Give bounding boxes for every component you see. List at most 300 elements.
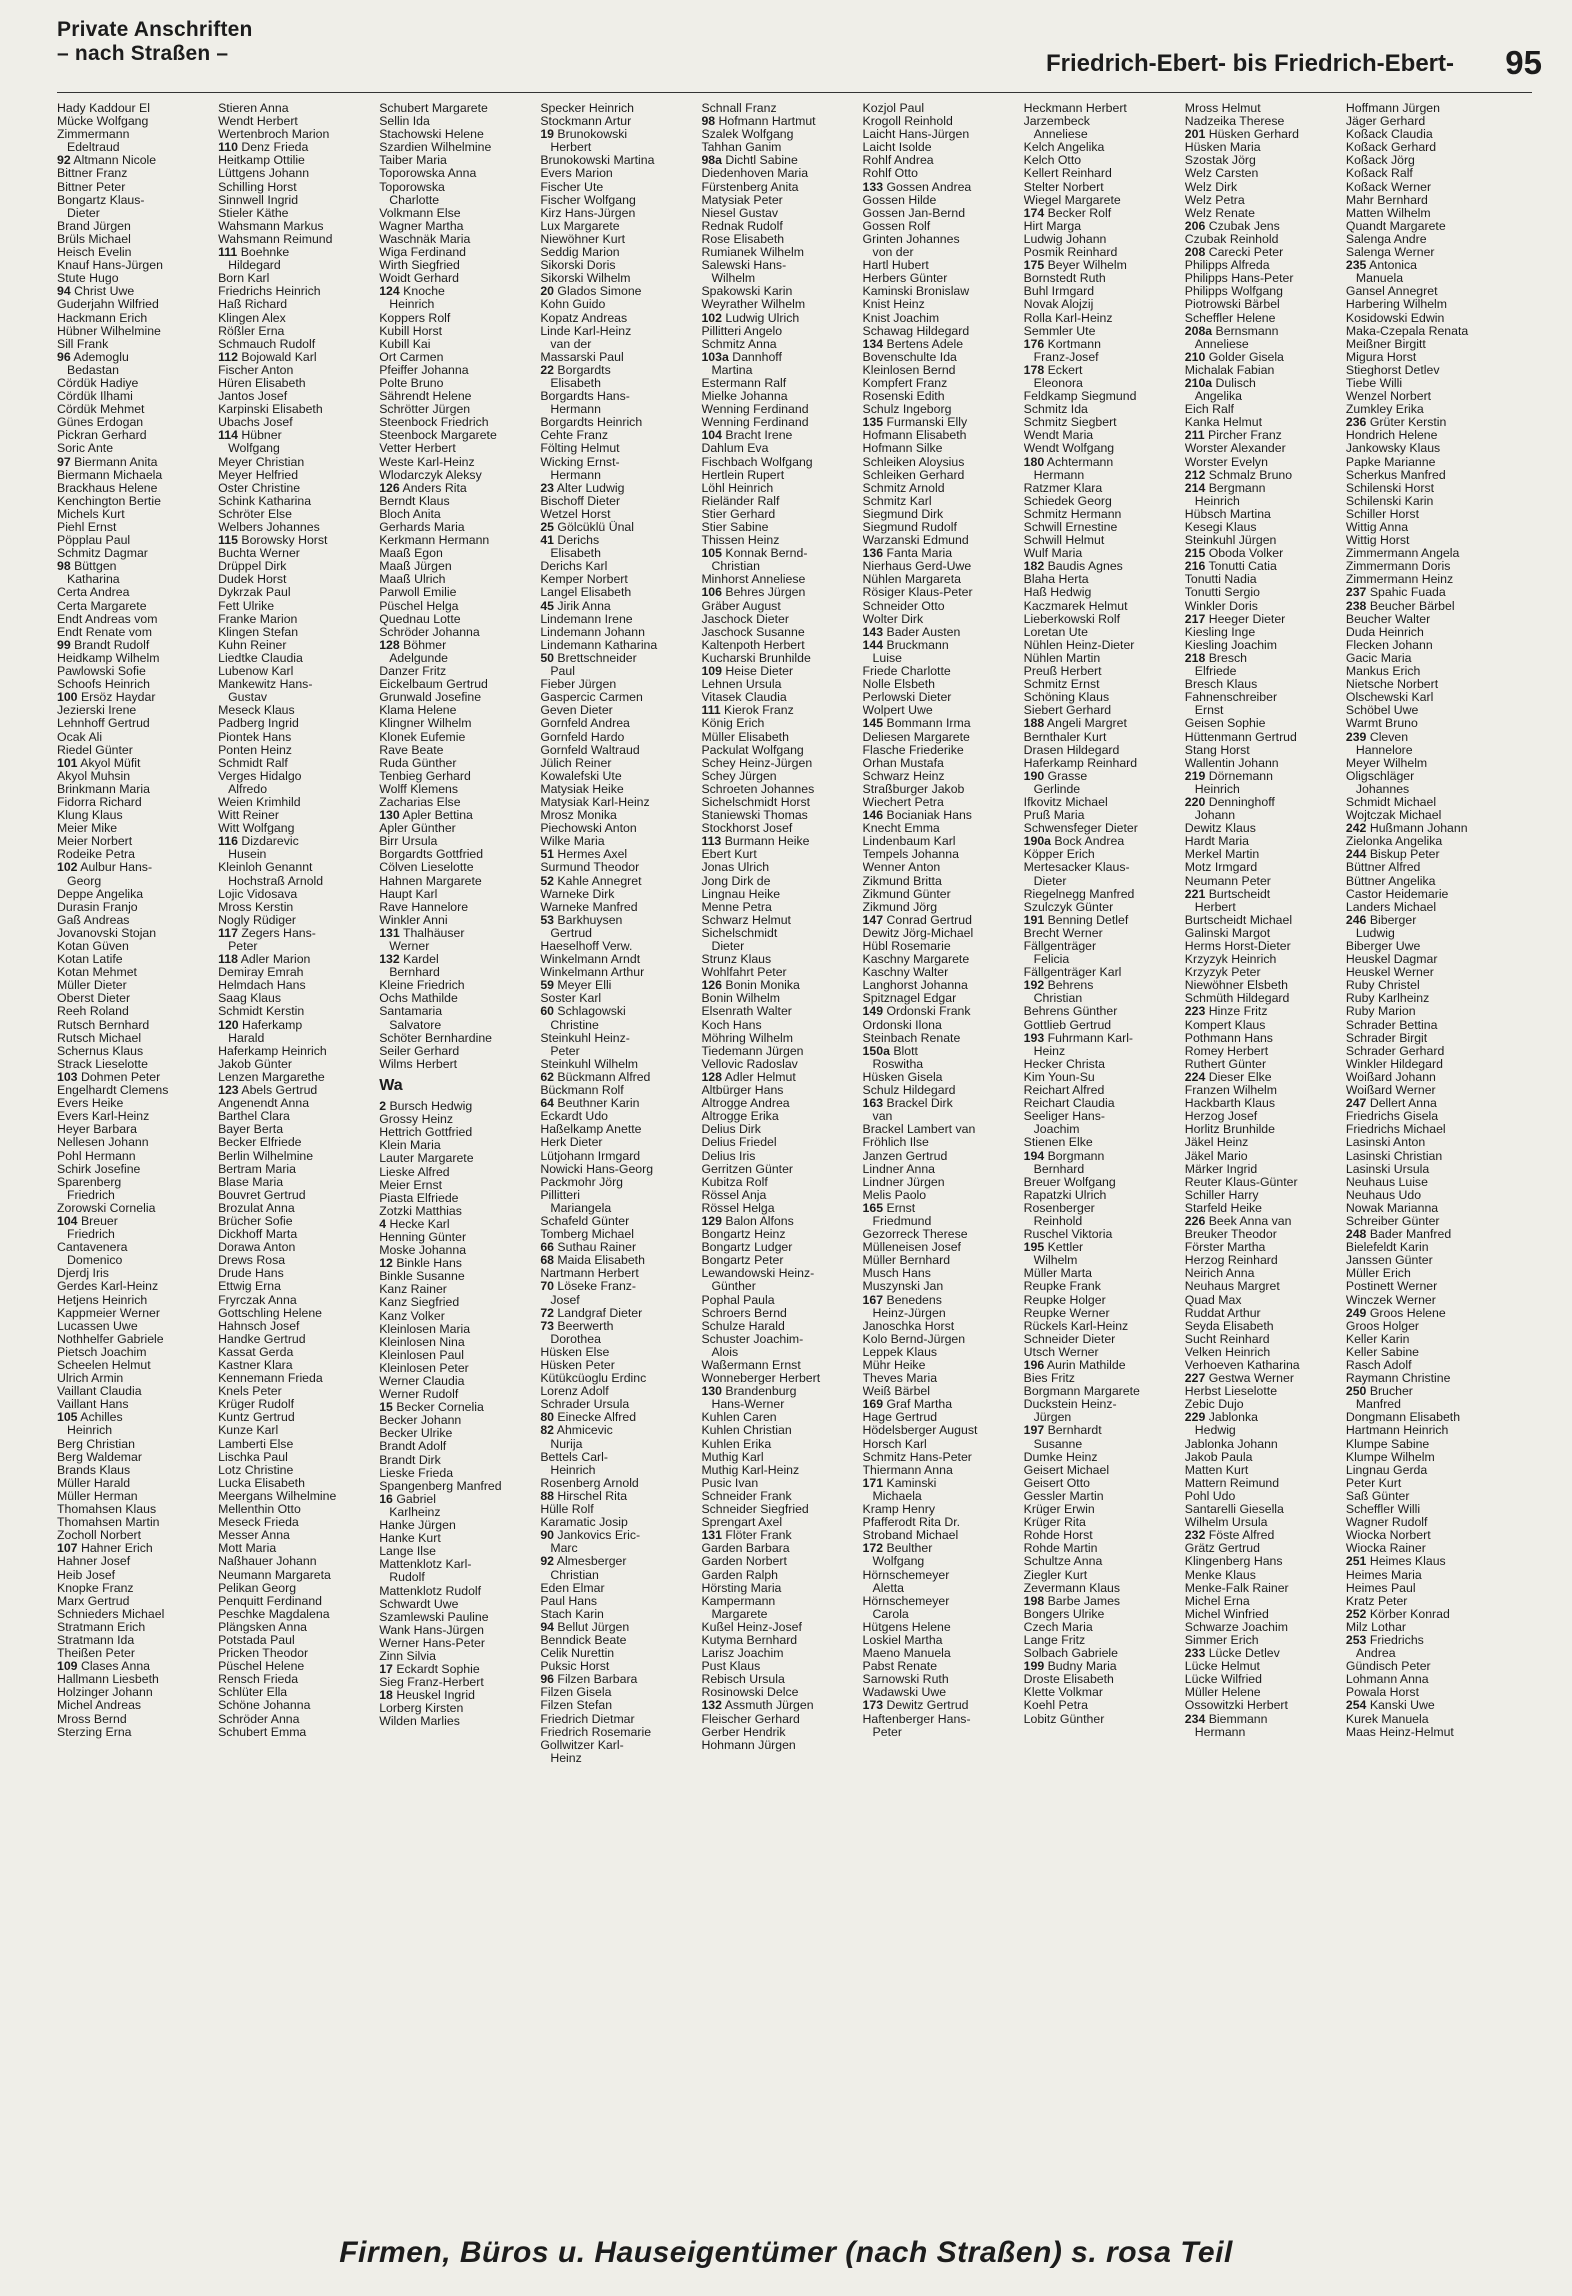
column-5 bbox=[701, 102, 852, 2207]
resident-entry: 173 Dewitz Gertrud bbox=[862, 1698, 969, 1713]
house-number: 143 bbox=[862, 624, 884, 639]
resident-entry: Derichs Karl bbox=[540, 559, 608, 574]
resident-entry: Filzen Stefan bbox=[540, 1698, 613, 1713]
entry-continuation: von der bbox=[872, 245, 914, 260]
resident-entry: 106 Behres Jürgen bbox=[701, 585, 806, 600]
resident-entry: Kuhn Reiner bbox=[218, 637, 287, 652]
resident-entry: Zimmermann Doris bbox=[1345, 559, 1451, 574]
house-number: 68 bbox=[540, 1253, 555, 1268]
resident-entry: Diedenhoven Maria bbox=[701, 166, 809, 181]
resident-entry: Mrosz Monika bbox=[540, 808, 617, 823]
resident-entry: Klingen Alex bbox=[218, 310, 286, 325]
entry-continuation: Hermann bbox=[1033, 467, 1085, 482]
entry-continuation: Husein bbox=[228, 847, 267, 862]
resident-entry: Müller Elisabeth bbox=[701, 729, 789, 744]
resident-entry: Semmler Ute bbox=[1023, 323, 1096, 338]
resident-entry: Klingner Wilhelm bbox=[379, 716, 472, 731]
resident-entry: Wenzel Norbert bbox=[1345, 389, 1432, 404]
resident-entry: Wulf Maria bbox=[1023, 546, 1083, 561]
resident-entry: Bischoff Dieter bbox=[540, 493, 621, 508]
resident-entry: Niewöhner Elsbeth bbox=[1184, 978, 1288, 993]
house-number: 216 bbox=[1184, 559, 1206, 574]
resident-entry: Michel Erna bbox=[1184, 1593, 1250, 1608]
resident-entry: Schiller Harry bbox=[1184, 1187, 1259, 1202]
house-number: 214 bbox=[1184, 480, 1206, 495]
house-number: 22 bbox=[540, 362, 555, 377]
house-number: 100 bbox=[57, 690, 78, 705]
resident-entry: 131 Thalhäuser bbox=[379, 925, 465, 940]
resident-entry: Fieber Jürgen bbox=[540, 677, 617, 692]
resident-entry: Deliesen Margarete bbox=[862, 729, 970, 744]
house-number: 224 bbox=[1184, 1069, 1206, 1084]
resident-entry: Czech Maria bbox=[1023, 1619, 1093, 1634]
resident-entry: 219 Dörnemann bbox=[1184, 768, 1273, 783]
entry-continuation: Bernhard bbox=[1033, 1161, 1085, 1176]
resident-entry: Salenga Andre bbox=[1345, 231, 1427, 246]
resident-entry: Piechowski Anton bbox=[540, 821, 637, 836]
house-number: 212 bbox=[1184, 467, 1206, 482]
resident-entry: Vaillant Hans bbox=[57, 1397, 129, 1412]
resident-entry: Klama Helene bbox=[379, 703, 457, 718]
resident-entry: Moske Johanna bbox=[379, 1243, 467, 1258]
resident-entry: Celik Nurettin bbox=[540, 1646, 615, 1661]
resident-entry: Laicht Isolde bbox=[862, 140, 932, 155]
resident-entry: Gaß Andreas bbox=[57, 912, 130, 927]
resident-entry: Jonas Ulrich bbox=[701, 860, 770, 875]
resident-entry: Lojic Vidosava bbox=[218, 886, 298, 901]
resident-entry: 73 Beerwerth bbox=[540, 1318, 614, 1333]
resident-entry: Brunokowski Martina bbox=[540, 153, 655, 168]
entry-continuation: Carola bbox=[872, 1606, 909, 1621]
resident-entry: Dewitz Klaus bbox=[1184, 821, 1256, 836]
resident-entry: Stroband Michael bbox=[862, 1528, 959, 1543]
house-number: 246 bbox=[1345, 912, 1367, 927]
resident-entry: Eckardt Udo bbox=[540, 1109, 608, 1124]
resident-entry: Wolpert Uwe bbox=[862, 703, 933, 718]
house-number: 23 bbox=[540, 480, 555, 495]
resident-entry: 199 Budny Maria bbox=[1023, 1659, 1117, 1674]
entry-continuation: Ludwig bbox=[1355, 925, 1395, 940]
resident-entry: 210 Golder Gisela bbox=[1184, 349, 1284, 364]
house-number: 19 bbox=[540, 127, 555, 142]
resident-entry: Rieländer Ralf bbox=[701, 493, 780, 508]
resident-entry: Schmitz Dagmar bbox=[57, 546, 148, 561]
entry-continuation: Michaela bbox=[872, 1488, 922, 1503]
resident-entry: Schöbel Uwe bbox=[1345, 703, 1419, 718]
house-number: 111 bbox=[218, 245, 238, 260]
entry-continuation: Johannes bbox=[1355, 781, 1410, 796]
resident-entry: 2 Bursch Hedwig bbox=[379, 1099, 473, 1114]
resident-entry: Pietsch Joachim bbox=[57, 1344, 147, 1359]
resident-entry: Tonutti Sergio bbox=[1184, 585, 1260, 600]
resident-entry: Neirich Anna bbox=[1184, 1266, 1255, 1281]
resident-entry: Lingnau Heike bbox=[701, 886, 781, 901]
resident-entry: Rosinowski Delce bbox=[701, 1685, 799, 1700]
resident-entry: Steinbach Renate bbox=[862, 1030, 961, 1045]
resident-entry: Wiegel Margarete bbox=[1023, 192, 1121, 207]
resident-entry: 198 Barbe James bbox=[1023, 1593, 1121, 1608]
entry-continuation: Johann bbox=[1194, 808, 1236, 823]
resident-entry: Warmt Bruno bbox=[1345, 716, 1418, 731]
resident-entry: Fölting Helmut bbox=[540, 441, 620, 456]
entry-continuation: Dorothea bbox=[550, 1331, 601, 1346]
resident-entry: Franzen Wilhelm bbox=[1184, 1083, 1278, 1098]
entry-continuation: Bernhard bbox=[389, 965, 440, 980]
house-number: 197 bbox=[1023, 1423, 1045, 1438]
resident-entry: 102 Ludwig Ulrich bbox=[701, 310, 800, 325]
resident-entry: 98a Dichtl Sabine bbox=[701, 153, 798, 168]
resident-entry: Meseck Frieda bbox=[218, 1515, 299, 1530]
resident-entry: 201 Hüsken Gerhard bbox=[1184, 127, 1299, 142]
resident-entry: Theißen Peter bbox=[57, 1646, 135, 1661]
resident-entry: 52 Kahle Annegret bbox=[540, 873, 642, 888]
resident-entry: Endt Renate vom bbox=[57, 624, 153, 639]
resident-entry: Janzen Gertrud bbox=[862, 1148, 948, 1163]
resident-entry: Lobitz Günther bbox=[1023, 1711, 1105, 1726]
resident-entry: Kelch Otto bbox=[1023, 153, 1082, 168]
resident-entry: Tonutti Nadia bbox=[1184, 572, 1257, 587]
resident-entry: Schlüter Ella bbox=[218, 1685, 288, 1700]
resident-entry: Haeselhoff Verw. bbox=[540, 939, 633, 953]
house-number: 198 bbox=[1023, 1593, 1045, 1608]
resident-entry: 90 Jankovics Eric- bbox=[540, 1528, 641, 1543]
resident-entry: 211 Pircher Franz bbox=[1184, 428, 1282, 443]
resident-entry: Tiedemann Jürgen bbox=[701, 1043, 804, 1058]
resident-entry: Bongartz Ludger bbox=[701, 1240, 793, 1255]
resident-entry: Schwill Helmut bbox=[1023, 533, 1105, 548]
resident-entry: 192 Behrens bbox=[1023, 978, 1094, 993]
resident-entry: Hackmann Erich bbox=[57, 310, 148, 325]
resident-entry: Feldkamp Siegmund bbox=[1023, 389, 1137, 404]
entry-continuation: Gerlinde bbox=[1033, 781, 1081, 796]
resident-entry: Schmidt Kerstin bbox=[218, 1004, 305, 1019]
resident-entry: 19 Brunokowski bbox=[540, 127, 628, 142]
house-number: 98 bbox=[57, 559, 71, 574]
resident-entry: Geisert Otto bbox=[1023, 1475, 1090, 1490]
resident-entry: 163 Brackel Dirk bbox=[862, 1096, 953, 1111]
resident-entry: Sprengart Axel bbox=[701, 1515, 783, 1530]
resident-entry: Hofmann Silke bbox=[862, 441, 943, 456]
house-number: 107 bbox=[57, 1541, 78, 1556]
entry-continuation: Andrea bbox=[1355, 1646, 1396, 1661]
entry-continuation: Herbert bbox=[1194, 899, 1236, 914]
resident-entry: Neuhaus Luise bbox=[1345, 1174, 1428, 1189]
resident-entry: Geisen Sophie bbox=[1184, 716, 1266, 731]
resident-entry: Eden Elmar bbox=[540, 1580, 605, 1595]
resident-entry: Hallmann Liesbeth bbox=[57, 1672, 159, 1687]
resident-entry: Sieg Franz-Herbert bbox=[379, 1675, 484, 1690]
house-number: 59 bbox=[540, 978, 555, 993]
resident-entry: 94 Bellut Jürgen bbox=[540, 1619, 630, 1634]
resident-entry: 59 Meyer Elli bbox=[540, 978, 612, 993]
resident-entry: Friede Charlotte bbox=[862, 664, 951, 679]
house-number: 105 bbox=[57, 1410, 78, 1425]
resident-entry: Schuster Joachim- bbox=[701, 1331, 804, 1346]
house-number: 196 bbox=[1023, 1358, 1045, 1372]
resident-entry: 252 Körber Konrad bbox=[1345, 1606, 1450, 1621]
house-number: 80 bbox=[540, 1410, 555, 1425]
resident-entry: 132 Kardel bbox=[379, 952, 439, 967]
resident-entry: Stelter Norbert bbox=[1023, 179, 1104, 194]
resident-entry: Pelikan Georg bbox=[218, 1580, 297, 1595]
resident-entry: Nolle Elsbeth bbox=[862, 677, 936, 692]
resident-entry: Beucher Walter bbox=[1345, 611, 1431, 626]
house-number: 215 bbox=[1184, 546, 1206, 561]
resident-entry: Fischer Ute bbox=[540, 179, 604, 194]
resident-entry: 218 Bresch bbox=[1184, 650, 1247, 665]
resident-entry: Rückels Karl-Heinz bbox=[1023, 1318, 1129, 1333]
resident-entry: Friedrich Rosemarie bbox=[540, 1724, 652, 1739]
resident-entry: Friedrichs Heinrich bbox=[218, 284, 321, 299]
resident-entry: Drude Hans bbox=[218, 1266, 284, 1281]
resident-entry: 238 Beucher Bärbel bbox=[1345, 598, 1455, 613]
resident-entry: Lewandowski Heinz- bbox=[701, 1266, 815, 1281]
resident-entry: 98 Büttgen bbox=[57, 559, 117, 574]
resident-entry: Warneke Manfred bbox=[540, 899, 638, 914]
resident-entry: 51 Hermes Axel bbox=[540, 847, 628, 862]
resident-entry: Lindemann Irene bbox=[540, 611, 633, 626]
resident-entry: Mahr Bernhard bbox=[1345, 192, 1428, 207]
resident-entry: Kirz Hans-Jürgen bbox=[540, 205, 636, 220]
resident-entry: Thissen Heinz bbox=[701, 533, 780, 548]
resident-entry: Welz Renate bbox=[1184, 205, 1255, 220]
resident-entry: Rumianek Wilhelm bbox=[701, 245, 804, 260]
resident-entry: Rosenski Edith bbox=[862, 389, 945, 404]
resident-entry: Herzog Josef bbox=[1184, 1109, 1258, 1124]
resident-entry: 22 Borgardts bbox=[540, 362, 611, 377]
resident-entry: 126 Anders Rita bbox=[379, 480, 467, 495]
entry-continuation: Marc bbox=[550, 1541, 578, 1556]
resident-entry: Buhl Irmgard bbox=[1023, 284, 1095, 299]
resident-entry: Blase Maria bbox=[218, 1174, 284, 1189]
resident-entry: Groos Holger bbox=[1345, 1318, 1420, 1333]
resident-entry: 70 Löseke Franz- bbox=[540, 1279, 637, 1294]
resident-entry: Parwoll Emilie bbox=[379, 585, 457, 600]
resident-entry: Rolla Karl-Heinz bbox=[1023, 310, 1113, 325]
resident-entry: Wilden Marlies bbox=[379, 1714, 460, 1729]
resident-entry: Wilhelm Ursula bbox=[1184, 1515, 1268, 1530]
resident-entry: 239 Cleven bbox=[1345, 729, 1409, 744]
resident-entry: Wahsmann Reimund bbox=[218, 231, 333, 246]
resident-entry: Stratmann Ida bbox=[57, 1632, 135, 1647]
column-7 bbox=[1024, 102, 1175, 2207]
resident-entry: Bongers Ulrike bbox=[1023, 1606, 1105, 1621]
resident-entry: Rutsch Michael bbox=[57, 1030, 142, 1045]
resident-entry: Winkler Doris bbox=[1184, 598, 1258, 613]
resident-entry: Schöne Johanna bbox=[218, 1698, 311, 1713]
resident-entry: Stute Hugo bbox=[57, 271, 119, 286]
resident-entry: Kleinlosen Maria bbox=[379, 1321, 471, 1336]
resident-entry: Cantavenera bbox=[57, 1240, 128, 1255]
resident-entry: Friedrichs Michael bbox=[1345, 1122, 1446, 1137]
resident-entry: Verges Hidalgo bbox=[218, 768, 302, 783]
resident-entry: Knecht Emma bbox=[862, 821, 940, 836]
resident-entry: Rasch Adolf bbox=[1345, 1358, 1412, 1372]
resident-entry: Jankowsky Klaus bbox=[1345, 441, 1441, 456]
resident-entry: Gornfeld Hardo bbox=[540, 729, 625, 744]
resident-entry: Haftenberger Hans- bbox=[862, 1711, 971, 1726]
house-number: 174 bbox=[1023, 205, 1045, 220]
resident-entry: Bonin Wilhelm bbox=[701, 991, 781, 1006]
resident-entry: Kemper Norbert bbox=[540, 572, 628, 587]
resident-entry: Pillitteri Angelo bbox=[701, 323, 783, 338]
resident-entry: Taiber Maria bbox=[379, 153, 447, 168]
resident-entry: 111 Boehnke bbox=[218, 245, 290, 260]
resident-entry: Flecken Johann bbox=[1345, 637, 1433, 652]
resident-entry: Klein Maria bbox=[379, 1138, 441, 1153]
resident-entry: 92 Altmann Nicole bbox=[57, 153, 157, 168]
resident-entry: Schrader Ursula bbox=[540, 1397, 630, 1412]
resident-entry: Minhorst Anneliese bbox=[701, 572, 806, 587]
resident-entry: Grossy Heinz bbox=[379, 1112, 454, 1127]
resident-entry: Hübsch Martina bbox=[1184, 506, 1271, 521]
resident-entry: Surmund Theodor bbox=[540, 860, 640, 875]
entry-continuation: Anneliese bbox=[1033, 127, 1088, 142]
resident-entry: Kanz Rainer bbox=[379, 1282, 447, 1297]
resident-entry: Kanka Helmut bbox=[1184, 415, 1262, 430]
resident-entry: Lütjohann Irmgard bbox=[540, 1148, 641, 1163]
resident-entry: Schmüth Hildegard bbox=[1184, 991, 1290, 1006]
resident-entry: Theves Maria bbox=[862, 1371, 938, 1386]
resident-entry: Schubert Emma bbox=[218, 1724, 307, 1739]
entry-continuation: Rudolf bbox=[389, 1570, 425, 1585]
resident-entry: Maaß Jürgen bbox=[379, 559, 452, 574]
resident-entry: Brücher Sofie bbox=[218, 1213, 293, 1228]
resident-entry: Ruby Marion bbox=[1345, 1004, 1416, 1019]
resident-entry: 128 Adler Helmut bbox=[701, 1069, 796, 1084]
resident-entry: Hoffmann Jürgen bbox=[1345, 102, 1440, 115]
resident-entry: Handke Gertrud bbox=[218, 1331, 306, 1346]
resident-entry: Stockmann Artur bbox=[540, 114, 632, 129]
resident-entry: Müller Dieter bbox=[57, 978, 127, 993]
entry-continuation: Harald bbox=[228, 1030, 265, 1045]
resident-entry: Zielonka Angelika bbox=[1345, 834, 1443, 849]
resident-entry: Schreiber Günter bbox=[1345, 1213, 1440, 1228]
resident-entry: Pruß Maria bbox=[1023, 808, 1085, 823]
resident-entry: Zotzki Matthias bbox=[379, 1203, 462, 1218]
resident-entry: Spakowski Karin bbox=[701, 284, 793, 299]
resident-entry: Lingnau Gerda bbox=[1345, 1462, 1428, 1477]
house-number: 103 bbox=[57, 1069, 78, 1084]
resident-entry: Gollwitzer Karl- bbox=[540, 1737, 624, 1752]
resident-entry: Rosenberger bbox=[1023, 1200, 1095, 1215]
resident-entry: Weien Krimhild bbox=[218, 794, 301, 809]
resident-entry: Knist Heinz bbox=[862, 297, 925, 312]
resident-entry: Guderjahn Wilfried bbox=[57, 297, 159, 312]
house-number: 130 bbox=[379, 808, 400, 823]
resident-entry: Toporowska bbox=[379, 179, 445, 194]
street-section-heading: Wa bbox=[379, 1076, 403, 1094]
resident-entry: Wilms Herbert bbox=[379, 1056, 458, 1071]
resident-entry: Simmer Erich bbox=[1184, 1632, 1259, 1647]
resident-entry: Klingen Stefan bbox=[218, 624, 299, 639]
resident-entry: Ruddat Arthur bbox=[1184, 1305, 1261, 1320]
entry-continuation: Heinrich bbox=[550, 1462, 596, 1477]
resident-entry: Lucassen Uwe bbox=[57, 1318, 138, 1333]
resident-entry: Schafeld Günter bbox=[540, 1213, 630, 1228]
resident-entry: Stieghorst Detlev bbox=[1345, 362, 1440, 377]
footer-note: Firmen, Büros u. Hauseigentümer (nach Straßen) s. rosa Teil bbox=[339, 2236, 1233, 2269]
resident-entry: Büttner Alfred bbox=[1345, 860, 1421, 875]
resident-entry: Lorberg Kirsten bbox=[379, 1701, 464, 1716]
resident-entry: Reupke Frank bbox=[1023, 1279, 1101, 1294]
resident-entry: Schmidt Ralf bbox=[218, 755, 288, 770]
resident-entry: Spangenberg Manfred bbox=[379, 1478, 502, 1493]
resident-entry: Kanz Siegfried bbox=[379, 1295, 460, 1310]
entry-continuation: Joachim bbox=[1033, 1122, 1080, 1137]
resident-entry: Ort Carmen bbox=[379, 349, 444, 364]
resident-entry: Rutsch Bernhard bbox=[57, 1017, 150, 1032]
resident-entry: 233 Lücke Detlev bbox=[1184, 1646, 1280, 1661]
resident-entry: Hage Gertrud bbox=[862, 1410, 938, 1425]
resident-entry: Menke-Falk Rainer bbox=[1184, 1580, 1289, 1595]
resident-entry: Geven Dieter bbox=[540, 703, 613, 718]
resident-entry: Straßburger Jakob bbox=[862, 781, 965, 796]
resident-entry: Horlitz Brunhilde bbox=[1184, 1122, 1275, 1137]
resident-entry: Thiermann Anna bbox=[862, 1462, 953, 1477]
resident-entry: 165 Ernst bbox=[862, 1200, 916, 1215]
resident-entry: Jovanovski Stojan bbox=[57, 925, 157, 940]
resident-entry: Büttner Angelika bbox=[1345, 873, 1436, 888]
resident-entry: 171 Kaminski bbox=[862, 1475, 937, 1490]
house-number: 248 bbox=[1345, 1227, 1367, 1242]
resident-entry: Schawag Hildegard bbox=[862, 323, 970, 338]
house-number: 106 bbox=[701, 585, 722, 600]
resident-entry: Gacic Maria bbox=[1345, 650, 1412, 665]
resident-entry: Hütgens Helene bbox=[862, 1619, 951, 1634]
resident-entry: Schmitz Anna bbox=[701, 336, 777, 351]
resident-entry: 182 Baudis Agnes bbox=[1023, 559, 1123, 574]
resident-entry: Förster Martha bbox=[1184, 1240, 1266, 1255]
resident-entry: Kotan Latife bbox=[57, 952, 123, 967]
resident-entry: 149 Ordonski Frank bbox=[862, 1004, 971, 1019]
entry-continuation: Roswitha bbox=[872, 1056, 924, 1071]
entry-continuation: Hildegard bbox=[228, 258, 281, 273]
resident-entry: Gerhards Maria bbox=[379, 520, 465, 534]
resident-entry: Mattenklotz Karl- bbox=[379, 1557, 472, 1572]
house-number: 82 bbox=[540, 1423, 555, 1438]
house-number: 163 bbox=[862, 1096, 884, 1111]
entry-continuation: Gustav bbox=[228, 690, 268, 705]
resident-entry: Stieren Anna bbox=[218, 102, 289, 115]
resident-entry: Krzyzyk Peter bbox=[1184, 965, 1261, 980]
resident-entry: Massarski Paul bbox=[540, 349, 624, 364]
resident-entry: Müller Herman bbox=[57, 1488, 138, 1503]
resident-entry: Rose Elisabeth bbox=[701, 231, 785, 246]
house-number: 116 bbox=[218, 834, 238, 849]
house-number: 51 bbox=[540, 847, 555, 862]
resident-entry: Sährendt Helene bbox=[379, 389, 472, 404]
resident-entry: Nowicki Hans-Georg bbox=[540, 1161, 654, 1176]
resident-entry: Vellovic Radoslav bbox=[701, 1056, 798, 1071]
resident-entry: Sikorski Wilhelm bbox=[540, 271, 631, 286]
resident-entry: Haßelkamp Anette bbox=[540, 1122, 642, 1137]
resident-entry: 129 Balon Alfons bbox=[701, 1213, 794, 1228]
resident-entry: Jaschock Dieter bbox=[701, 611, 789, 626]
resident-entry: Tomberg Michael bbox=[540, 1227, 634, 1242]
resident-entry: Bettels Carl- bbox=[540, 1449, 608, 1464]
house-number: 133 bbox=[862, 179, 884, 194]
resident-entry: 134 Bertens Adele bbox=[862, 336, 964, 351]
resident-entry: Welz Dirk bbox=[1184, 179, 1238, 194]
resident-entry: Lange Ilse bbox=[379, 1544, 436, 1559]
resident-entry: 124 Knoche bbox=[379, 284, 445, 299]
resident-entry: Lindemann Katharina bbox=[540, 637, 658, 652]
resident-entry: 210a Dulisch bbox=[1184, 375, 1256, 390]
resident-entry: Dongmann Elisabeth bbox=[1345, 1410, 1461, 1425]
resident-entry: Rohlf Otto bbox=[862, 166, 918, 181]
resident-entry: Hardt Maria bbox=[1184, 834, 1250, 849]
